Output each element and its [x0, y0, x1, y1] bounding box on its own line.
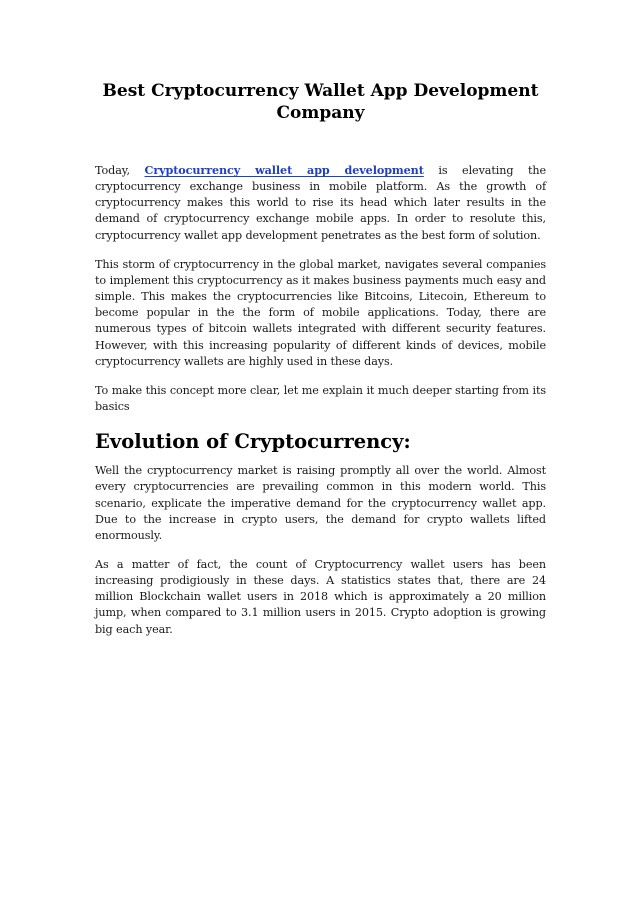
intro-paragraph: [95, 162, 546, 244]
intro-text-before-link: Today,: [95, 164, 145, 177]
intro-text-after-link: is elevating the cryptocurrency exchange business in mobile platform. As the growth of cryptocurrency makes this world to rise its head which later results in the demand of cryptocurrency exchange mobile apps. In order to resolute this, cryptocurrency wallet app development penetrates as the best form of solution.: [95, 164, 546, 242]
wallet-development-link[interactable]: Cryptocurrency wallet app development: [144, 163, 424, 177]
document-page: [95, 80, 546, 638]
market-paragraph: This storm of cryptocurrency in the global market, navigates several companies to implement this cryptocurrency as it makes business payments much easy and simple. This makes the cryptocurrencies like Bitcoins, Litecoin, Ethereum to become popular in the the form of mobile applications. Today, there are numerous types of bitcoin wallets integrated with different security features. However, with this increasing popularity of different kinds of devices, mobile cryptocurrency wallets are highly used in these days.: [95, 257, 546, 368]
statistics-paragraph: As a matter of fact, the count of Cryptocurrency wallet users has been increasing prodigiously in these days. A statistics states that, there are 24 million Blockchain wallet users in 2018 which is approximately a 20 million jump, when compared to 3.1 million users in 2015. Crypto adoption is growing big each year.: [95, 557, 546, 636]
basics-paragraph: To make this concept more clear, let me explain it much deeper starting from its basics: [95, 383, 546, 414]
evolution-paragraph: Well the cryptocurrency market is raising promptly all over the world. Almost every cryptocurrencies are prevailing common in this modern world. This scenario, explicate the imperative demand for the cryptocurrency wallet app. Due to the increase in crypto users, the demand for crypto wallets lifted enormously.: [95, 464, 546, 542]
section-heading-evolution: Evolution of Cryptocurrency:: [95, 430, 411, 454]
document-title: Best Cryptocurrency Wallet App Development Company: [102, 81, 539, 123]
